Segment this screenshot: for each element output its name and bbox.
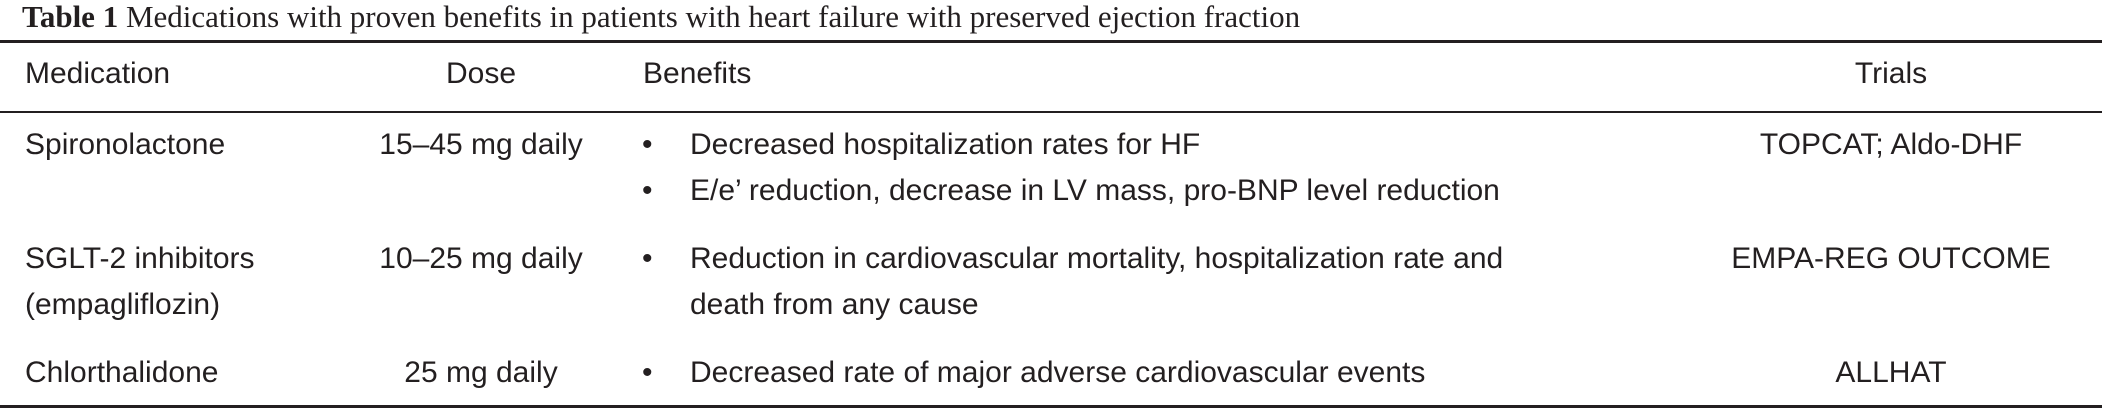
row-2-medication-line-1: SGLT-2 inhibitors: [25, 242, 255, 275]
table-top-rule: [0, 40, 2102, 43]
header-trials: Trials: [1854, 57, 1928, 90]
header-dose: Dose: [445, 57, 517, 90]
table-title: Medications with proven benefits in patients with heart failure with preserved ejection fraction: [125, 0, 1301, 34]
table-caption: [22, 0, 1300, 34]
row-1-trials: TOPCAT; Aldo-DHF: [1759, 128, 2023, 161]
row-1-benefit-2: E/e’ reduction, decrease in LV mass, pro-BNP level reduction: [690, 174, 1500, 207]
bullet-marker: •: [642, 174, 653, 207]
header-medication: Medication: [25, 57, 171, 90]
row-2-medication-line-2: (empagliflozin): [25, 288, 221, 321]
row-1-dose: 15–45 mg daily: [379, 128, 583, 161]
bullet-marker: •: [642, 128, 653, 161]
row-2-benefit-1-line-1: Reduction in cardiovascular mortality, hospitalization rate and: [690, 242, 1504, 275]
row-3-benefit-1: Decreased rate of major adverse cardiovascular events: [690, 356, 1426, 389]
bullet-marker: •: [642, 356, 653, 389]
header-rule: [0, 111, 2102, 113]
header-benefits: Benefits: [643, 57, 752, 90]
row-2-trials: EMPA-REG OUTCOME: [1731, 242, 2051, 275]
row-2-benefit-1-line-2: death from any cause: [690, 288, 979, 321]
row-2-dose: 10–25 mg daily: [379, 242, 583, 275]
row-3-medication: Chlorthalidone: [25, 356, 219, 389]
bullet-marker: •: [642, 242, 653, 275]
table-bottom-rule: [0, 405, 2102, 408]
table-label: Table 1: [22, 0, 119, 34]
row-1-benefit-1: Decreased hospitalization rates for HF: [690, 128, 1201, 161]
row-1-medication: Spironolactone: [25, 128, 226, 161]
row-3-trials: ALLHAT: [1835, 356, 1947, 389]
row-3-dose: 25 mg daily: [404, 356, 558, 389]
